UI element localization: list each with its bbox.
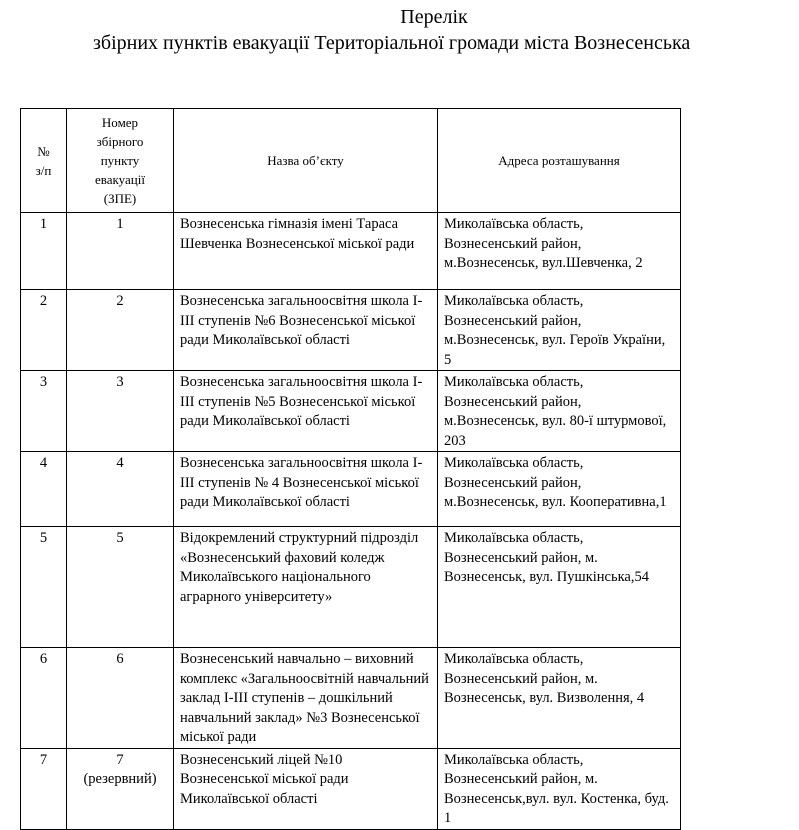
cell-address: Миколаївська область, Вознесенський район, м.Вознесенськ, вул. Героїв України, 5 (438, 290, 681, 371)
cell-address: Миколаївська область, Вознесенський район, м. Вознесенськ, вул. Пушкінська,54 (438, 527, 681, 648)
cell-zpe: 3 (67, 371, 174, 452)
cell-name: Вознесенська гімназія імені Тараса Шевченка Вознесенської міської ради (174, 213, 438, 290)
cell-name: Відокремлений структурний підрозділ «Вознесенський фаховий коледж Миколаївського національного аграрного університету» (174, 527, 438, 648)
cell-address: Миколаївська область, Вознесенський район, м.Вознесенськ, вул. Кооперативна,1 (438, 452, 681, 527)
cell-num: 6 (21, 648, 67, 749)
cell-zpe: 2 (67, 290, 174, 371)
cell-zpe: 4 (67, 452, 174, 527)
table-row (21, 290, 681, 371)
cell-num: 7 (21, 748, 67, 829)
cell-address: Миколаївська область, Вознесенський район, м.Вознесенськ, вул.Шевченка, 2 (438, 213, 681, 290)
table-row (21, 213, 681, 290)
header-num: № з/п (21, 109, 67, 213)
cell-name: Вознесенська загальноосвітня школа І-ІІІ ступенів № 4 Вознесенської міської ради Миколаївської області (174, 452, 438, 527)
evacuation-points-table (20, 108, 681, 830)
header-name: Назва об’єкту (174, 109, 438, 213)
cell-num: 1 (21, 213, 67, 290)
table-row (21, 527, 681, 648)
cell-num: 2 (21, 290, 67, 371)
cell-zpe: 6 (67, 648, 174, 749)
table-row (21, 452, 681, 527)
cell-num: 3 (21, 371, 67, 452)
table-row (21, 748, 681, 829)
document-title: Перелік (400, 6, 468, 28)
cell-address: Миколаївська область, Вознесенський район, м.Вознесенськ, вул. 80-ї штурмової, 203 (438, 371, 681, 452)
header-zpe: Номер збірного пункту евакуації (ЗПЕ) (67, 109, 174, 213)
cell-name: Вознесенська загальноосвітня школа І-ІІІ ступенів №5 Вознесенської міської ради Миколаївської області (174, 371, 438, 452)
document-subtitle: збірних пунктів евакуації Територіальної громади міста Вознесенська (93, 32, 691, 54)
cell-name: Вознесенська загальноосвітня школа І-ІІІ ступенів №6 Вознесенської міської ради Миколаївської області (174, 290, 438, 371)
table-header-row (21, 109, 681, 213)
cell-address: Миколаївська область, Вознесенський район, м. Вознесенськ,вул. вул. Костенка, буд. 1 (438, 748, 681, 829)
header-address: Адреса розташування (438, 109, 681, 213)
table-row (21, 648, 681, 749)
cell-num: 4 (21, 452, 67, 527)
cell-zpe: 7 (резервний) (67, 748, 174, 829)
table-row (21, 371, 681, 452)
cell-name: Вознесенський ліцей №10 Вознесенської міської ради Миколаївської області (174, 748, 438, 829)
cell-name: Вознесенський навчально – виховний комплекс «Загальноосвітній навчальний заклад І-ІІІ ступенів – дошкільний навчальний заклад» №3 Вознесенської міської ради (174, 648, 438, 749)
cell-address: Миколаївська область, Вознесенський район, м. Вознесенськ, вул. Визволення, 4 (438, 648, 681, 749)
cell-num: 5 (21, 527, 67, 648)
cell-zpe: 1 (67, 213, 174, 290)
cell-zpe: 5 (67, 527, 174, 648)
